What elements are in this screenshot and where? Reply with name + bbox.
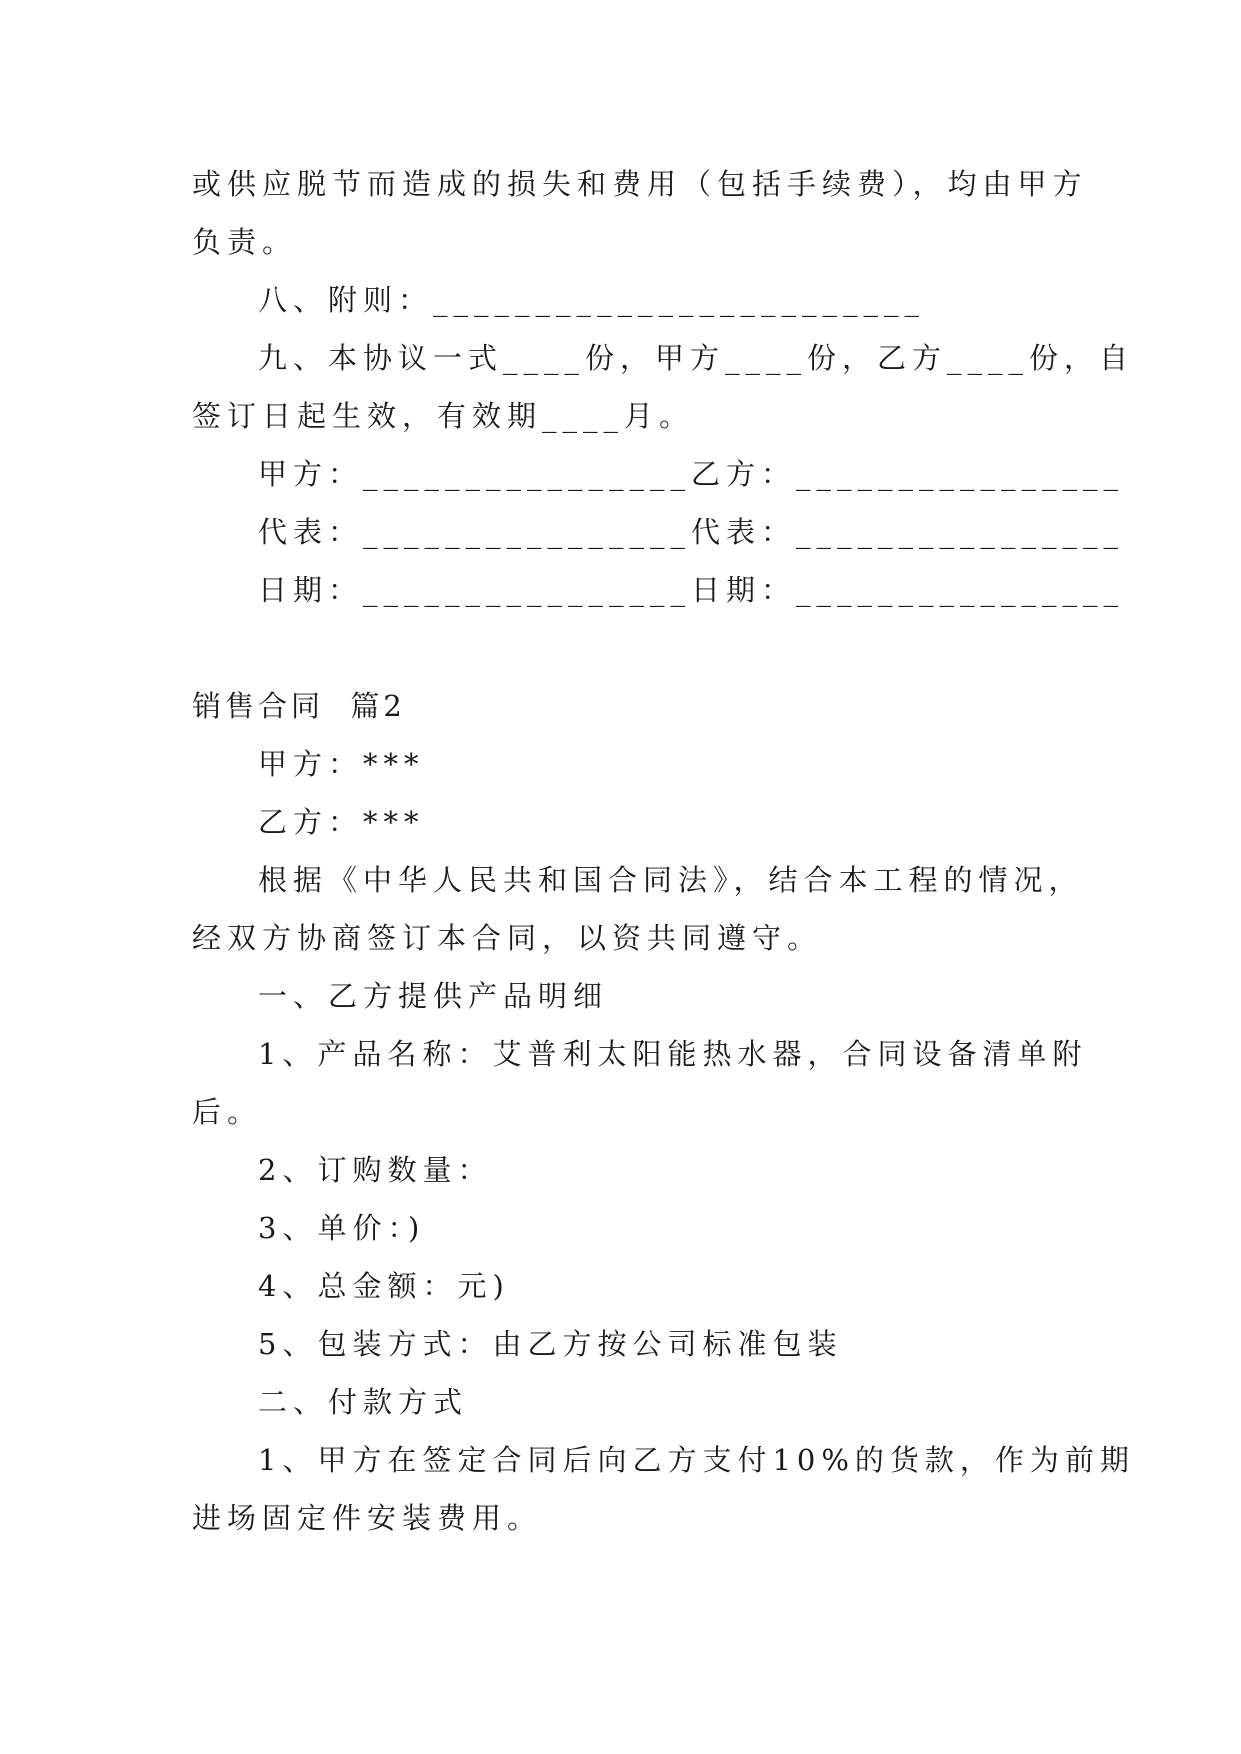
list-item: 3、单价：) [258, 1211, 426, 1245]
body-line: 或供应脱节而造成的损失和费用（包括手续费），均由甲方 [192, 167, 1088, 201]
clause-appendix: 八、附则：________________________ [258, 283, 926, 317]
list-item: 1、产品名称：艾普利太阳能热水器，合同设备清单附 [258, 1037, 1088, 1071]
body-line: 进场固定件安装费用。 [192, 1501, 543, 1535]
list-item: 5、包装方式：由乙方按公司标准包装 [258, 1327, 843, 1361]
clause-heading: 二、付款方式 [258, 1385, 469, 1419]
body-line: 经双方协商签订本合同，以资共同遵守。 [192, 921, 823, 955]
body-line: 根据《中华人民共和国合同法》，结合本工程的情况， [258, 863, 1084, 897]
party-b-line: 乙方：*** [258, 805, 425, 839]
list-item: 1、甲方在签定合同后向乙方支付10%的货款，作为前期 [258, 1443, 1135, 1477]
body-line: 负责。 [192, 225, 298, 259]
signature-representative-line: 代表：________________代表：________________ [258, 515, 1125, 549]
clause-heading: 一、乙方提供产品明细 [258, 979, 609, 1013]
body-line: 签订日起生效，有效期____月。 [192, 399, 695, 433]
signature-date-line: 日期：________________日期：________________ [258, 573, 1125, 607]
clause-copies: 九、本协议一式____份，甲方____份，乙方____份，自 [258, 341, 1135, 375]
list-item: 4、总金额：元) [258, 1269, 510, 1303]
section-spacer [192, 619, 1052, 677]
body-line: 后。 [192, 1095, 263, 1129]
party-a-line: 甲方：*** [258, 747, 425, 781]
signature-party-line: 甲方：________________乙方：________________ [258, 457, 1125, 491]
list-item: 2、订购数量： [258, 1153, 493, 1187]
section-title: 销售合同 篇2 [192, 689, 406, 723]
document-body [192, 155, 1135, 1547]
